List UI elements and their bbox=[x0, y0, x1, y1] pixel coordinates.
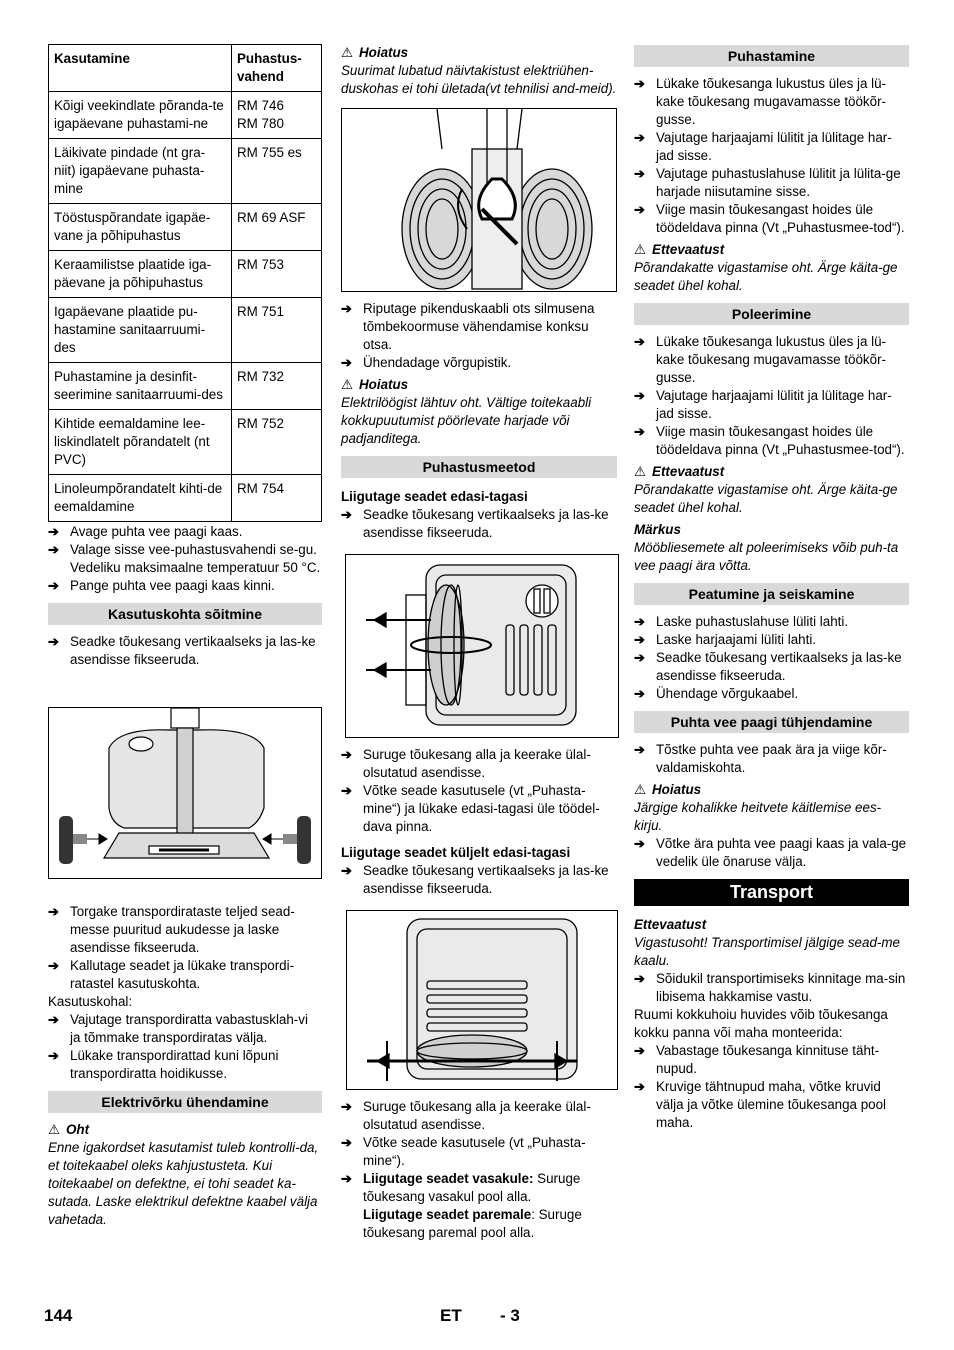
list-item: ➔ Vabastage tõukesanga kinnituse täht-nupud. bbox=[634, 1042, 909, 1078]
figure-forward-back bbox=[345, 554, 619, 738]
cable-hook-illustration bbox=[342, 109, 616, 291]
warning-triangle-icon: ⚠ bbox=[341, 45, 354, 60]
table-cell-use: Keraamilistse plaatide iga-päevane ja põhipuhastus bbox=[49, 251, 232, 298]
warning-triangle-icon: ⚠ bbox=[634, 242, 647, 257]
table-cell-agent: RM 69 ASF bbox=[232, 204, 322, 251]
note-text: Mööbliesemete alt poleerimiseks võib puh-ta vee paagi ära võtta. bbox=[634, 540, 899, 573]
list-item: ➔ Laske puhastuslahuse lüliti lahti. bbox=[634, 613, 909, 631]
right-text: : Suruge tõukesang paremal pool alla. bbox=[363, 1207, 582, 1240]
table-cell-use: Läikivate pindade (nt gra-niit) igapäevane puhasta-mine bbox=[49, 139, 232, 204]
list-item: ➔ Avage puhta vee paagi kaas. bbox=[48, 523, 322, 541]
note-title: Märkus bbox=[634, 522, 681, 537]
caution-title: Ettevaatust bbox=[634, 917, 707, 932]
side-to-side-illustration bbox=[347, 911, 617, 1089]
caution-text: Põrandakatte vigastamise oht. Ärge käita-ge seadet ühel kohal. bbox=[634, 482, 898, 515]
language-code: ET bbox=[440, 1306, 462, 1325]
list-item: ➔ Lükake transpordirattad kuni lõpuni transpordiratta hoidikusse. bbox=[48, 1047, 322, 1083]
list-item: ➔ Suruge tõukesang alla ja keerake ülal-olsutatud asendisse. bbox=[341, 1098, 617, 1134]
list-item: ➔ Võtke seade kasutusele (vt „Puhasta-mine“) ja lükake edasi-tagasi üle töödel-dava pinna. bbox=[341, 782, 617, 836]
warning-title: Hoiatus bbox=[652, 782, 702, 797]
table-row bbox=[49, 475, 322, 522]
table-row bbox=[49, 92, 322, 139]
table-header-agent: Puhastus-vahend bbox=[232, 45, 322, 92]
list-item: ➔ Laske harjaajami lüliti lahti. bbox=[634, 631, 909, 649]
list-item: ➔ Vajutage puhastuslahuse lülitit ja lülita-ge harjade niisutamine sisse. bbox=[634, 165, 909, 201]
space-saving-text: Ruumi kokkuhoiu huvides võib tõukesanga kokku panna või maha monteerida: bbox=[634, 1007, 888, 1040]
list-item: ➔ Vajutage harjaajami lülitit ja lülitage har-jad sisse. bbox=[634, 129, 909, 165]
list-item: ➔ Kruvige tähtnupud maha, võtke kruvid välja ja võtke ülemine tõukesanga pool maha. bbox=[634, 1078, 909, 1132]
list-item: ➔ Vajutage transpordiratta vabastusklah-vi ja tõmmake transpordiratas välja. bbox=[48, 1011, 322, 1047]
figure-cable-hook bbox=[341, 108, 617, 292]
warning-title: Hoiatus bbox=[359, 377, 409, 392]
list-item: ➔ Seadke tõukesang vertikaalseks ja las-ke asendisse fikseeruda. bbox=[341, 506, 617, 542]
danger-text: Enne igakordset kasutamist tuleb kontrolli-da, et toitekaabel oleks kahjustusteta. Kui toitekaabel on defektne, ei tohi seadet ka-sutada. Laske elektrikul defektne kaabel välja vahetada. bbox=[48, 1140, 319, 1227]
list-item: ➔ Võtke seade kasutusele (vt „Puhasta-mine“). bbox=[341, 1134, 617, 1170]
warning-title: Hoiatus bbox=[359, 45, 409, 60]
list-item-right bbox=[341, 1206, 617, 1242]
section-heading-power: Elektrivõrku ühendamine bbox=[48, 1091, 322, 1113]
section-heading-clean: Puhastamine bbox=[634, 45, 909, 67]
table-cell-use: Kihtide eemaldamine lee-liskindlatelt põrandatelt (nt PVC) bbox=[49, 410, 232, 475]
table-cell-use: Linoleumpõrandatelt kihti-de eemaldamine bbox=[49, 475, 232, 522]
warning-text: Järgige kohalikke heitvete käitlemise ees-kirju. bbox=[634, 800, 882, 833]
caution-text: Põrandakatte vigastamise oht. Ärge käita-ge seadet ühel kohal. bbox=[634, 260, 898, 293]
list-item: ➔ Ühendage võrgukaabel. bbox=[634, 685, 909, 703]
table-cell-agent: RM 732 bbox=[232, 363, 322, 410]
caution-heading bbox=[634, 463, 909, 481]
sub-page-number: - 3 bbox=[500, 1306, 520, 1325]
table-row bbox=[49, 204, 322, 251]
list-item: ➔ Viige masin tõukesangast hoides üle töödeldava pinna (Vt „Puhastusmee-tod“). bbox=[634, 423, 909, 459]
table-cell-agent: RM 755 es bbox=[232, 139, 322, 204]
warning-triangle-icon: ⚠ bbox=[634, 464, 647, 479]
list-item-left bbox=[341, 1170, 617, 1206]
warning-triangle-icon: ⚠ bbox=[634, 782, 647, 797]
table-row bbox=[49, 410, 322, 475]
list-item: ➔ Ühendadage võrgupistik. bbox=[341, 354, 617, 372]
warning-triangle-icon: ⚠ bbox=[48, 1122, 61, 1137]
list-item: ➔ Seadke tõukesang vertikaalseks ja las-ke asendisse fikseeruda. bbox=[634, 649, 909, 685]
list-item: ➔ Riputage pikenduskaabli ots silmusena tõmbekoormuse vähendamise konksu otsa. bbox=[341, 300, 617, 354]
warning-triangle-icon: ⚠ bbox=[341, 377, 354, 392]
list-item: ➔ Vajutage harjaajami lülitit ja lülitage har-jad sisse. bbox=[634, 387, 909, 423]
right-bold-label: Liigutage seadet paremale bbox=[363, 1207, 532, 1222]
caution-title: Ettevaatust bbox=[652, 464, 725, 479]
list-item: ➔ Pange puhta vee paagi kaas kinni. bbox=[48, 577, 322, 595]
section-heading-feed: Kasutuskohta sõitmine bbox=[48, 603, 322, 625]
table-row bbox=[49, 139, 322, 204]
list-item: ➔ Sõidukil transportimiseks kinnitage ma-sin libisema hakkamise vastu. bbox=[634, 970, 909, 1006]
warning-heading bbox=[341, 376, 617, 394]
table-cell-use: Igapäevane plaatide pu-hastamine sanitaarruumi-des bbox=[49, 298, 232, 363]
page-number: 144 bbox=[44, 1306, 73, 1325]
warning-text: Elektrilöögist lähtuv oht. Vältige toitekaabli kokkupuutumist pöörlevate harjade või padjanditega. bbox=[341, 395, 592, 446]
table-cell-agent: RM 752 bbox=[232, 410, 322, 475]
table-header-row bbox=[49, 45, 322, 92]
section-heading-methods: Puhastusmeetod bbox=[341, 456, 617, 478]
table-cell-use: Tööstuspõrandate igapäe-vane ja põhipuhastus bbox=[49, 204, 232, 251]
section-heading-polish: Poleerimine bbox=[634, 303, 909, 325]
left-bold-label: Liigutage seadet vasakule: bbox=[363, 1171, 534, 1186]
figure-transport-wheels bbox=[48, 707, 322, 879]
danger-title: Oht bbox=[66, 1122, 90, 1137]
caution-title: Ettevaatust bbox=[652, 242, 725, 257]
figure-side-to-side bbox=[346, 910, 618, 1090]
list-item: ➔ Tõstke puhta vee paak ära ja viige kõr-valdamiskohta. bbox=[634, 741, 909, 777]
list-item: ➔ Torgake transpordirataste teljed sead-messe puuritud aukudesse ja laske asendisse fikseeruda. bbox=[48, 903, 322, 957]
list-item: ➔ Võtke ära puhta vee paagi kaas ja vala-ge vedelik üle õnaruse välja. bbox=[634, 835, 909, 871]
table-cell-use: Puhastamine ja desinfit-seerimine sanitaarruumi-des bbox=[49, 363, 232, 410]
list-item: ➔ Lükake tõukesanga lukustus üles ja lü-kake tõukesang mugavamasse töökõr-gusse. bbox=[634, 75, 909, 129]
warning-heading bbox=[634, 781, 909, 799]
warning-heading bbox=[341, 44, 617, 62]
subheading-side: Liigutage seadet küljelt edasi-tagasi bbox=[341, 845, 571, 860]
section-heading-empty: Puhta vee paagi tühjendamine bbox=[634, 711, 909, 733]
transport-wheels-illustration bbox=[49, 708, 321, 878]
caution-text: Vigastusoht! Transportimisel jälgige sead-me kaalu. bbox=[634, 935, 900, 968]
left-text: Suruge tõukesang vasakul pool alla. bbox=[363, 1171, 581, 1204]
forward-back-illustration bbox=[346, 555, 618, 737]
table-header-use: Kasutamine bbox=[49, 45, 232, 92]
caution-heading bbox=[634, 241, 909, 259]
section-heading-transport: Transport bbox=[634, 879, 909, 906]
table-cell-agent: RM 754 bbox=[232, 475, 322, 522]
column-middle bbox=[341, 44, 617, 1242]
cleaning-agent-table bbox=[48, 44, 322, 522]
subheading-forward: Liigutage seadet edasi-tagasi bbox=[341, 489, 528, 504]
column-right bbox=[634, 44, 909, 1132]
list-item: ➔ Seadke tõukesang vertikaalseks ja las-ke asendisse fikseeruda. bbox=[48, 633, 322, 669]
table-row bbox=[49, 298, 322, 363]
list-item: ➔ Lükake tõukesanga lukustus üles ja lü-kake tõukesang mugavamasse töökõr-gusse. bbox=[634, 333, 909, 387]
list-item: ➔ Viige masin tõukesangast hoides üle töödeldava pinna (Vt „Puhastusmee-tod“). bbox=[634, 201, 909, 237]
table-cell-agent: RM 751 bbox=[232, 298, 322, 363]
list-item: ➔ Seadke tõukesang vertikaalseks ja las-ke asendisse fikseeruda. bbox=[341, 862, 617, 898]
column-left bbox=[48, 44, 322, 1229]
table-cell-use: Kõigi veekindlate põranda-te igapäevane puhastami-ne bbox=[49, 92, 232, 139]
list-item: ➔ Valage sisse vee-puhastusvahendi se-gu. Vedeliku maksimaalne temperatuur 50 °C. bbox=[48, 541, 322, 577]
table-row bbox=[49, 251, 322, 298]
warning-text: Suurimat lubatud näivtakistust elektriühen-duskohas ei tohi ületada(vt tehnilisi and-meid). bbox=[341, 63, 617, 96]
table-cell-agent: RM 746 RM 780 bbox=[232, 92, 322, 139]
table-cell-agent: RM 753 bbox=[232, 251, 322, 298]
table-row bbox=[49, 363, 322, 410]
at-site-label: Kasutuskohal: bbox=[48, 994, 133, 1009]
list-item: ➔ Kallutage seadet ja lükake transpordi-ratastel kasutuskohta. bbox=[48, 957, 322, 993]
section-heading-stop: Peatumine ja seiskamine bbox=[634, 583, 909, 605]
danger-heading bbox=[48, 1121, 322, 1139]
wheel-left bbox=[59, 816, 107, 864]
list-item: ➔ Suruge tõukesang alla ja keerake ülal-olsutatud asendisse. bbox=[341, 746, 617, 782]
